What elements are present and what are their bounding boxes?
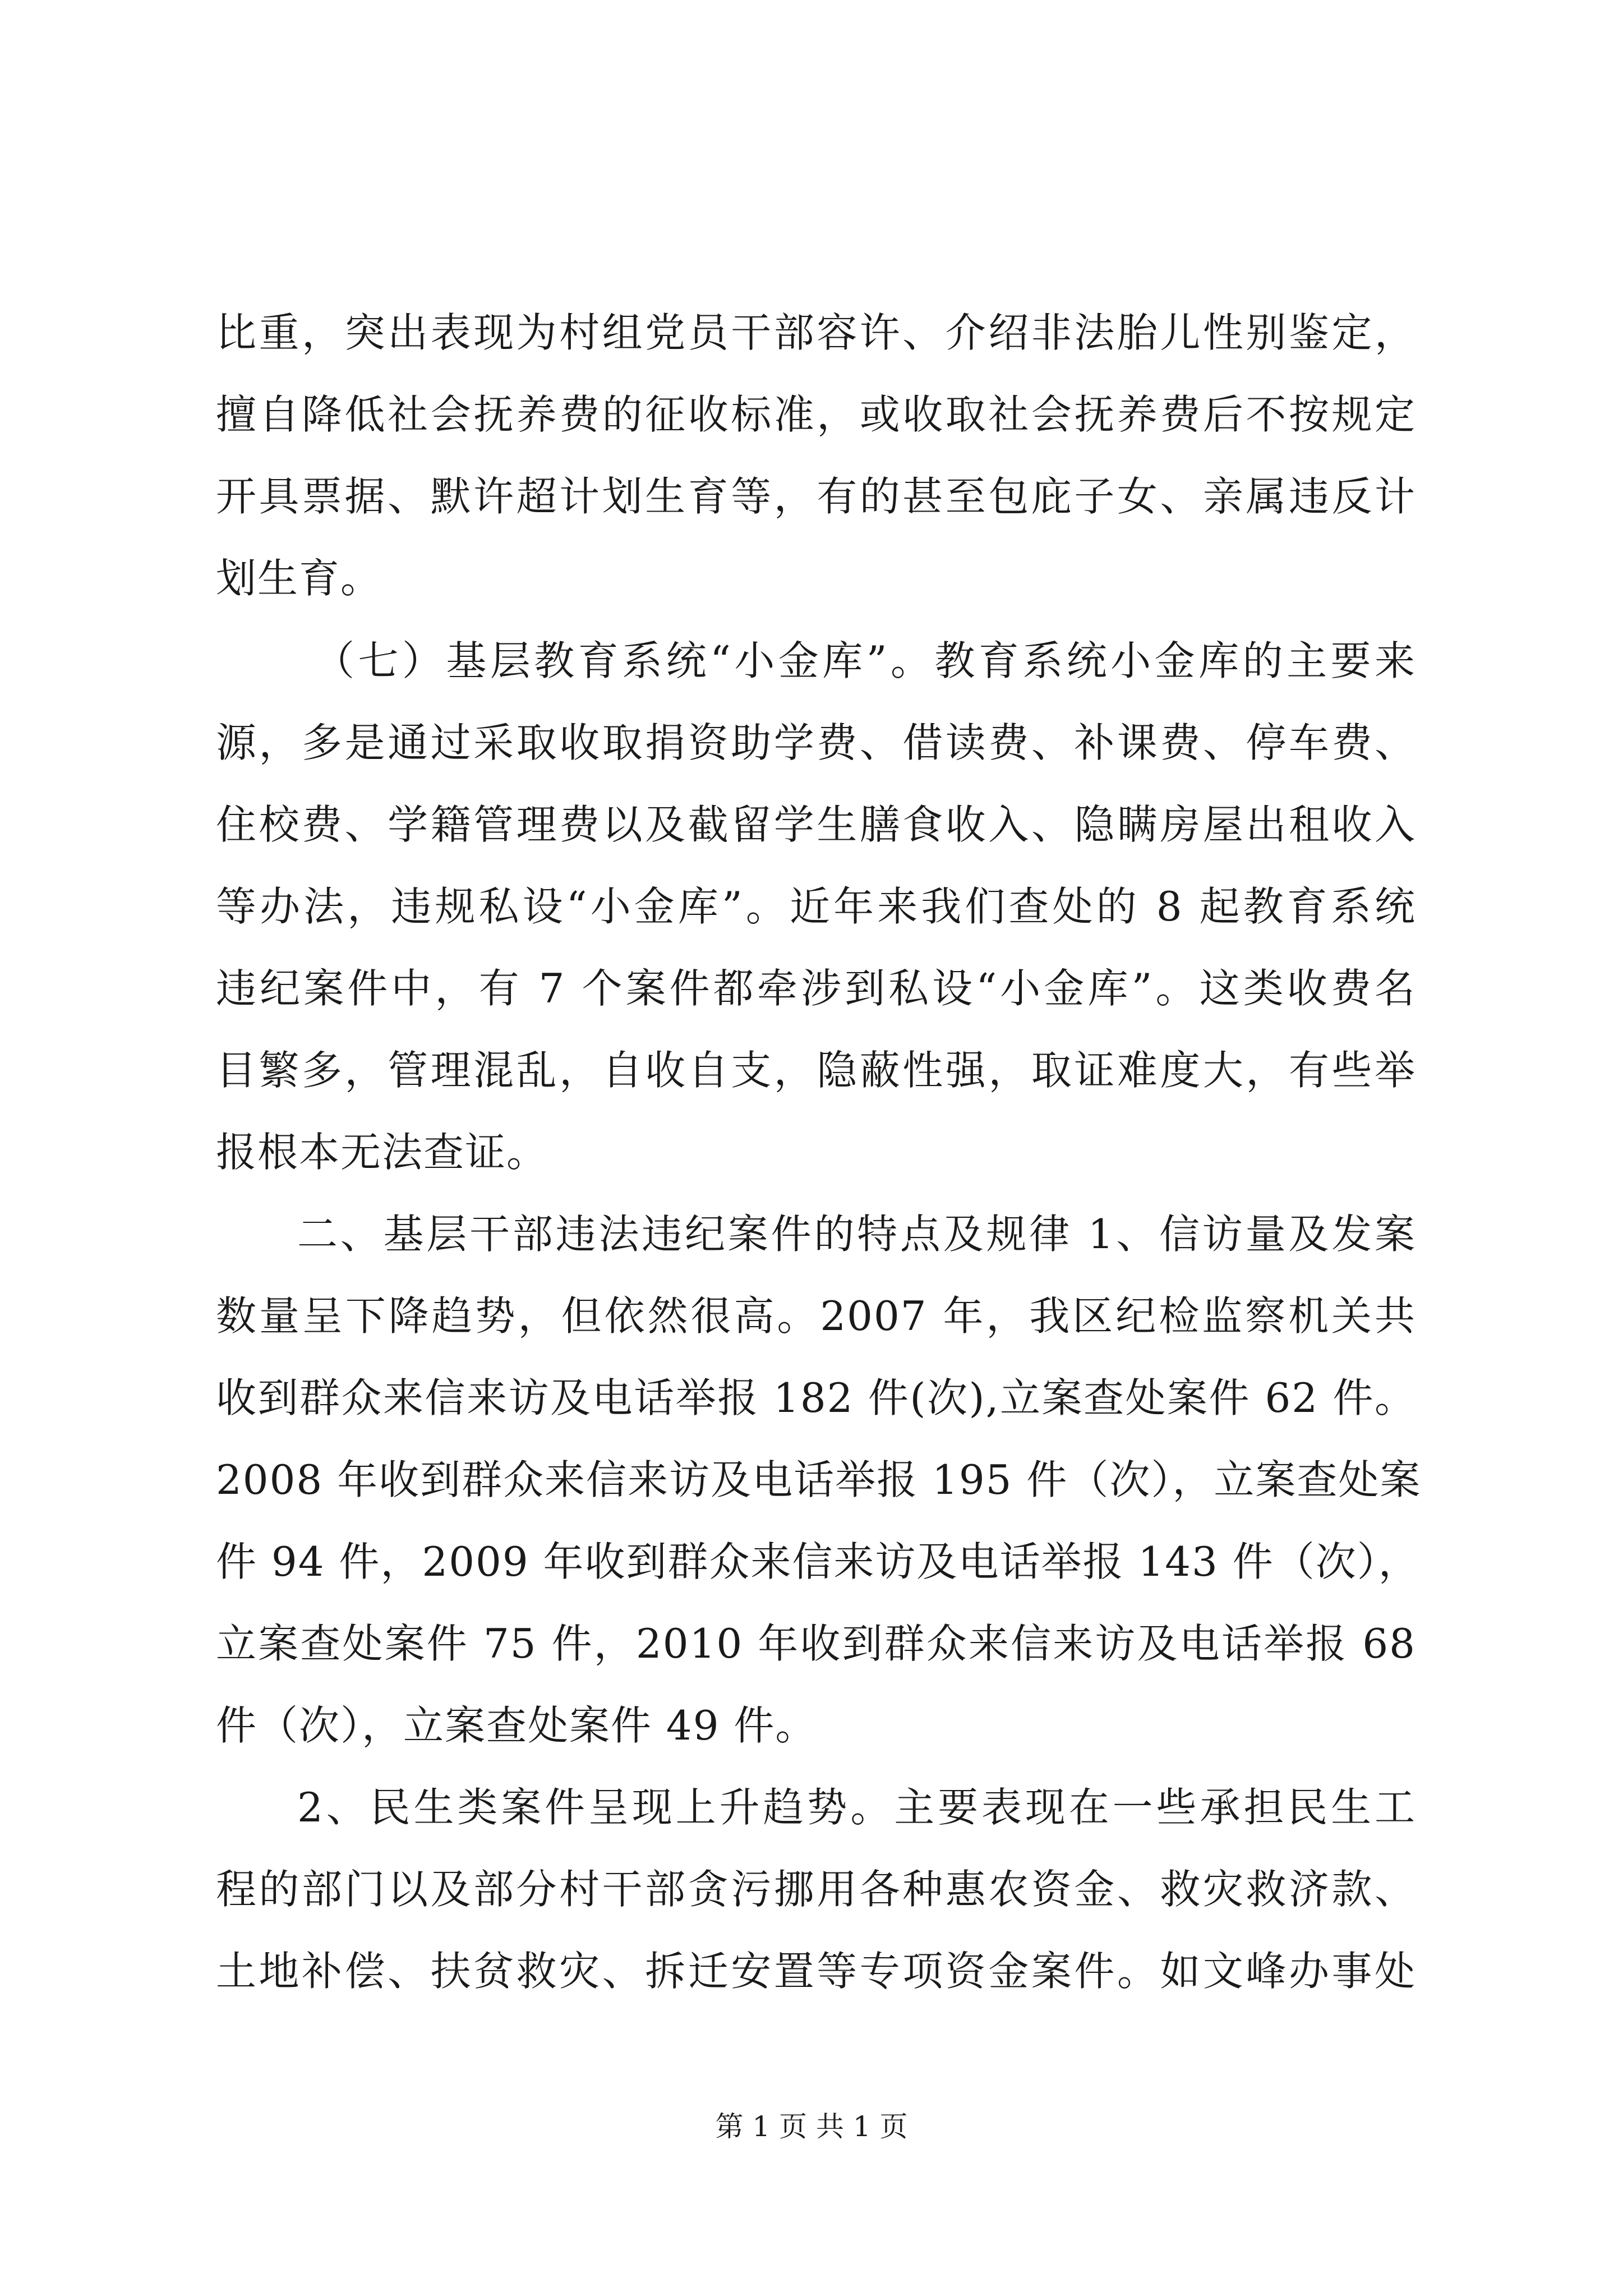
text-line-2: 擅自降低社会抚养费的征收标准，或收取社会抚养费后不按规定 [216,391,1416,438]
text-line-19: 2、民生类案件呈现上升趋势。主要表现在一些承担民生工 [297,1784,1416,1831]
text-line-4: 划生育。 [216,555,382,602]
text-line-11: 报根本无法查证。 [216,1129,548,1176]
text-line-21: 土地补偿、扶贫救灾、拆迁安置等专项资金案件。如文峰办事处 [216,1948,1416,1995]
page-footer: 第 1 页 共 1 页 [715,2110,908,2143]
text-line-18: 件（次），立案查处案件 49 件。 [216,1702,817,1749]
text-line-16: 件 94 件，2009 年收到群众来信来访及电话举报 143 件（次）， [216,1538,1420,1585]
text-line-15: 2008 年收到群众来信来访及电话举报 195 件（次），立案查处案 [216,1456,1422,1503]
text-line-14: 收到群众来信来访及电话举报 182 件(次),立案查处案件 62 件。 [216,1374,1416,1421]
text-line-6: 源，多是通过采取收取捐资助学费、借读费、补课费、停车费、 [216,719,1416,766]
text-line-3: 开具票据、默许超计划生育等，有的甚至包庇子女、亲属违反计 [216,473,1416,520]
text-line-10: 目繁多，管理混乱，自收自支，隐蔽性强，取证难度大，有些举 [216,1047,1416,1094]
text-line-5: （七）基层教育系统“小金库”。教育系统小金库的主要来 [314,637,1416,684]
text-line-12: 二、基层干部违法违纪案件的特点及规律 1、信访量及发案 [297,1211,1416,1258]
text-line-17: 立案查处案件 75 件，2010 年收到群众来信来访及电话举报 68 [216,1620,1416,1667]
text-line-7: 住校费、学籍管理费以及截留学生膳食收入、隐瞒房屋出租收入 [216,801,1416,848]
text-line-9: 违纪案件中，有 7 个案件都牵涉到私设“小金库”。这类收费名 [216,965,1416,1012]
text-line-1: 比重，突出表现为村组党员干部容许、介绍非法胎儿性别鉴定， [216,309,1416,356]
text-line-13: 数量呈下降趋势，但依然很高。2007 年，我区纪检监察机关共 [216,1292,1416,1340]
text-line-8: 等办法，违规私设“小金库”。近年来我们查处的 8 起教育系统 [216,883,1416,930]
text-line-20: 程的部门以及部分村干部贪污挪用各种惠农资金、救灾救济款、 [216,1866,1416,1913]
